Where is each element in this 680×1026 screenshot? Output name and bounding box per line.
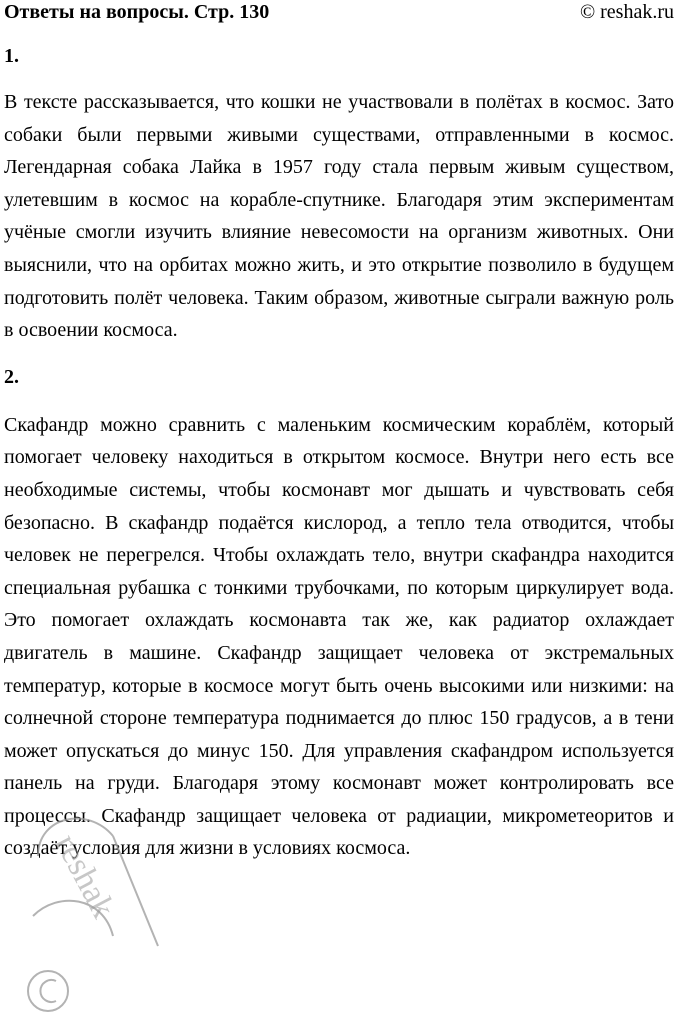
page-title: Ответы на вопросы. Стр. 130 (4, 1, 270, 23)
page-header (4, 0, 674, 30)
answer-1-text: В тексте рассказывается, что кошки не участвовали в полётах в космос. Зато собаки были первыми живыми существами, отправленными в космос. Легендарная собака Лайка в 1957 году стала первым живым существом, улетевшим в космос на корабле-спутнике. Благодаря этим экспериментам учёные смогли изучить влияние невесомости на организм животных. Они выяснили, что на орбитах можно жить, и это открытие позволило в будущем подготовить полёт человека. Таким образом, животные сыграли важную роль в освоении космоса. (4, 91, 674, 342)
answer-2-text: Скафандр можно сравнить с маленьким космическим кораблём, который помогает человеку находиться в открытом космосе. Внутри него есть все необходимые системы, чтобы космонавт мог дышать и чувствовать себя безопасно. В скафандр подаётся кислород, а тепло тела отводится, чтобы человек не перегрелся. Чтобы охлаждать тело, внутри скафандра находится специальная рубашка с тонкими трубочками, по которым циркулирует вода. Это помогает охлаждать космонавта так же, как радиатор охлаждает двигатель в машине. Скафандр защищает человека от экстремальных температур, которые в космосе могут быть очень высокими или низкими: на солнечной стороне температура поднимается до плюс 150 градусов, а в тени может опускаться до минус 150. Для управления скафандром используется панель на груди. Благодаря этому космонавт может контролировать все процессы. Скафандр защищает человека от радиации, микрометеоритов и создаёт условия для жизни в условиях космоса. (4, 413, 674, 860)
answer-1-number: 1. (4, 45, 19, 67)
answer-page (4, 0, 674, 865)
answer-2-number: 2. (4, 365, 19, 388)
site-credit: © reshak.ru (579, 1, 674, 23)
svg-text:reshak: reshak (47, 828, 122, 924)
